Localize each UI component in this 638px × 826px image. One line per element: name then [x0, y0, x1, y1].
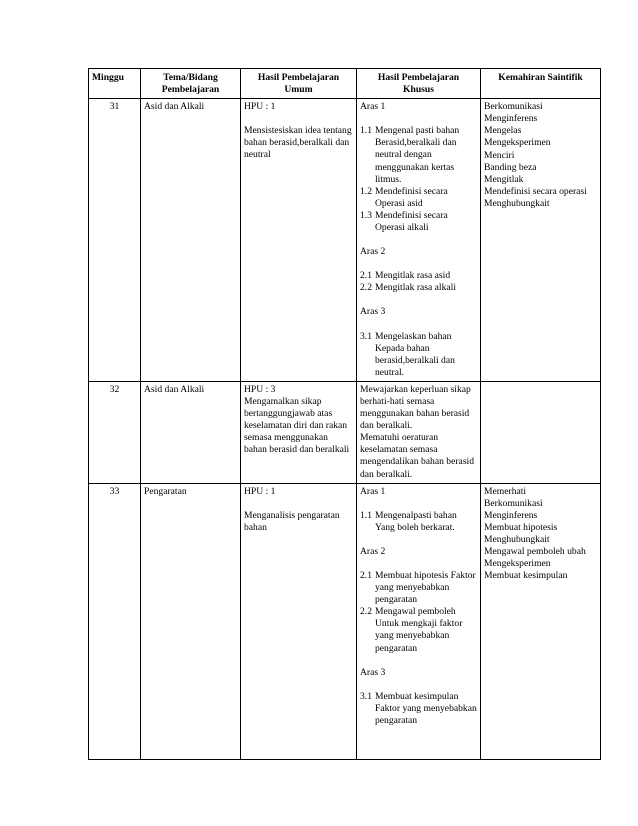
- hpk-item: [360, 606, 477, 654]
- skill-item: Berkomunikasi: [484, 101, 543, 113]
- table-body: [89, 99, 601, 759]
- hpu-line: Mengamalkan sikap bertanggungjawab atas keselamatan diri dan rakan semasa menggunakan bahan berasid dan beralkali: [244, 395, 350, 456]
- hpk-item-text: Mengitlak rasa alkali: [375, 282, 456, 294]
- hpk-item-number: 2.1: [360, 270, 372, 282]
- hpk-cell: [357, 381, 481, 483]
- skills-cell: [481, 99, 601, 382]
- hpk-item-text: Mengelaskan bahan Kepada bahan berasid,beralkali dan neutral.: [375, 330, 455, 378]
- spacer: [360, 558, 477, 570]
- skill-item: Mengawal pemboleh ubah: [484, 546, 586, 558]
- hpk-item-number: 1.3: [360, 209, 372, 221]
- skill-item: Menghubungkait: [484, 534, 550, 545]
- hpk-item-text: Mendefinisi secara Operasi asid: [375, 185, 448, 209]
- skill-item: Menginferens: [484, 113, 538, 125]
- hpk-item: [360, 186, 477, 210]
- skill-item: Menginferens: [484, 509, 538, 521]
- hpk-item-text: Mendefinisi secara Operasi alkali: [375, 209, 448, 234]
- theme-cell: Asid dan Alkali: [141, 99, 241, 382]
- spacer: [360, 294, 477, 306]
- hpk-line: Aras 1: [360, 485, 386, 497]
- hpk-item-text: Membuat hipotesis Faktor yang menyebabkan pengaratan: [375, 570, 476, 606]
- hpk-item: [360, 210, 477, 234]
- week-cell: 31: [89, 99, 141, 382]
- week-cell: 33: [89, 483, 141, 759]
- hpk-item-text: Membuat kesimpulan Faktor yang menyebabkan pengaratan: [375, 690, 477, 726]
- table-row: [89, 381, 601, 483]
- hpu-cell: [241, 99, 357, 382]
- hpk-item-number: 2.1: [360, 570, 372, 581]
- hpk-cell: [357, 483, 481, 759]
- spacer: [360, 655, 477, 667]
- theme-cell: Pengaratan: [141, 483, 241, 759]
- hpk-item-number: 2.2: [360, 606, 372, 618]
- spacer: [360, 113, 477, 125]
- spacer: [360, 319, 477, 331]
- hpk-cell: [357, 99, 481, 382]
- skill-item: Memerhati: [484, 485, 527, 497]
- table-row: [89, 99, 601, 382]
- skill-item: Mengitlak: [484, 173, 524, 185]
- hpk-item: [360, 270, 477, 282]
- table-header-row: [89, 69, 601, 99]
- hpk-line: Mematuhi oeraturan keselamatan semasa mengendalikan bahan berasid dan beralkali.: [360, 432, 475, 480]
- skill-item: Membuat hipotesis: [484, 521, 558, 533]
- header-minggu: Minggu: [89, 69, 141, 99]
- hpu-line: Mensistesiskan idea tentang bahan berasid,beralkali dan neutral: [244, 125, 352, 161]
- hpu-line: Menganalisis pengaratan bahan: [244, 509, 340, 533]
- hpk-line: Aras 1: [360, 101, 386, 113]
- skill-item: Mendefinisi secara operasi: [484, 185, 587, 197]
- skill-item: Mengelas: [484, 125, 522, 137]
- spacer: [244, 498, 353, 510]
- hpk-item-number: 1.2: [360, 185, 372, 197]
- theme-cell: Asid dan Alkali: [141, 381, 241, 483]
- header-tema: Tema/Bidang Pembelajaran: [141, 69, 241, 99]
- header-hpu: Hasil Pembelajaran Umum: [241, 69, 357, 99]
- spacer: [360, 234, 477, 246]
- spacer: [360, 534, 477, 546]
- hpk-line: Aras 2: [360, 246, 386, 258]
- hpu-cell: [241, 483, 357, 759]
- hpk-line: Aras 3: [360, 306, 386, 318]
- spacer: [360, 258, 477, 270]
- hpk-item-number: 1.1: [360, 509, 372, 521]
- spacer: [244, 113, 353, 125]
- hpk-item: [360, 570, 477, 606]
- hpk-line: Aras 3: [360, 666, 386, 678]
- hpk-item-text: Mengitlak rasa asid: [375, 270, 451, 282]
- skill-item: Banding beza: [484, 161, 537, 173]
- hpk-item: [360, 510, 477, 534]
- hpk-item-number: 1.1: [360, 125, 372, 137]
- hpk-item: [360, 282, 477, 294]
- table-row: [89, 483, 601, 759]
- skill-item: Berkomunikasi: [484, 497, 543, 509]
- hpk-item: [360, 691, 477, 727]
- hpk-item-text: Mengawal pemboleh Untuk mengkaji faktor yang menyebabkan pengaratan: [375, 606, 463, 654]
- skill-item: Membuat kesimpulan: [484, 570, 568, 582]
- hpk-line: Mewajarkan keperluan sikap berhati-hati semasa menggunakan bahan berasid dan beralkali.: [360, 383, 471, 432]
- hpk-item: [360, 125, 477, 185]
- skill-item: Menghubungkait: [484, 197, 550, 209]
- header-hpk: Hasil Pembelajaran Khusus: [357, 69, 481, 99]
- lesson-plan-table: [88, 68, 601, 760]
- hpk-item-text: Mengenalpasti bahan Yang boleh berkarat.: [375, 509, 457, 533]
- skill-item: Menciri: [484, 149, 515, 161]
- hpu-line: HPU : 3: [244, 383, 276, 395]
- hpk-item-number: 3.1: [360, 330, 372, 342]
- spacer: [360, 498, 477, 510]
- hpu-line: HPU : 1: [244, 485, 276, 497]
- skill-item: Mengeksperimen: [484, 137, 551, 149]
- hpk-line: Aras 2: [360, 545, 386, 557]
- hpk-item-number: 2.2: [360, 282, 372, 294]
- skills-cell: [481, 381, 601, 483]
- hpk-item-number: 3.1: [360, 690, 372, 702]
- header-ks: Kemahiran Saintifik: [481, 69, 601, 99]
- hpk-item: [360, 331, 477, 379]
- skills-cell: [481, 483, 601, 759]
- hpk-item-text: Mengenal pasti bahan Berasid,beralkali dan neutral dengan menggunakan kertas litmus.: [375, 125, 460, 185]
- hpu-cell: [241, 381, 357, 483]
- week-cell: 32: [89, 381, 141, 483]
- skill-item: Mengeksperimen: [484, 558, 551, 570]
- spacer: [360, 679, 477, 691]
- hpu-line: HPU : 1: [244, 101, 276, 113]
